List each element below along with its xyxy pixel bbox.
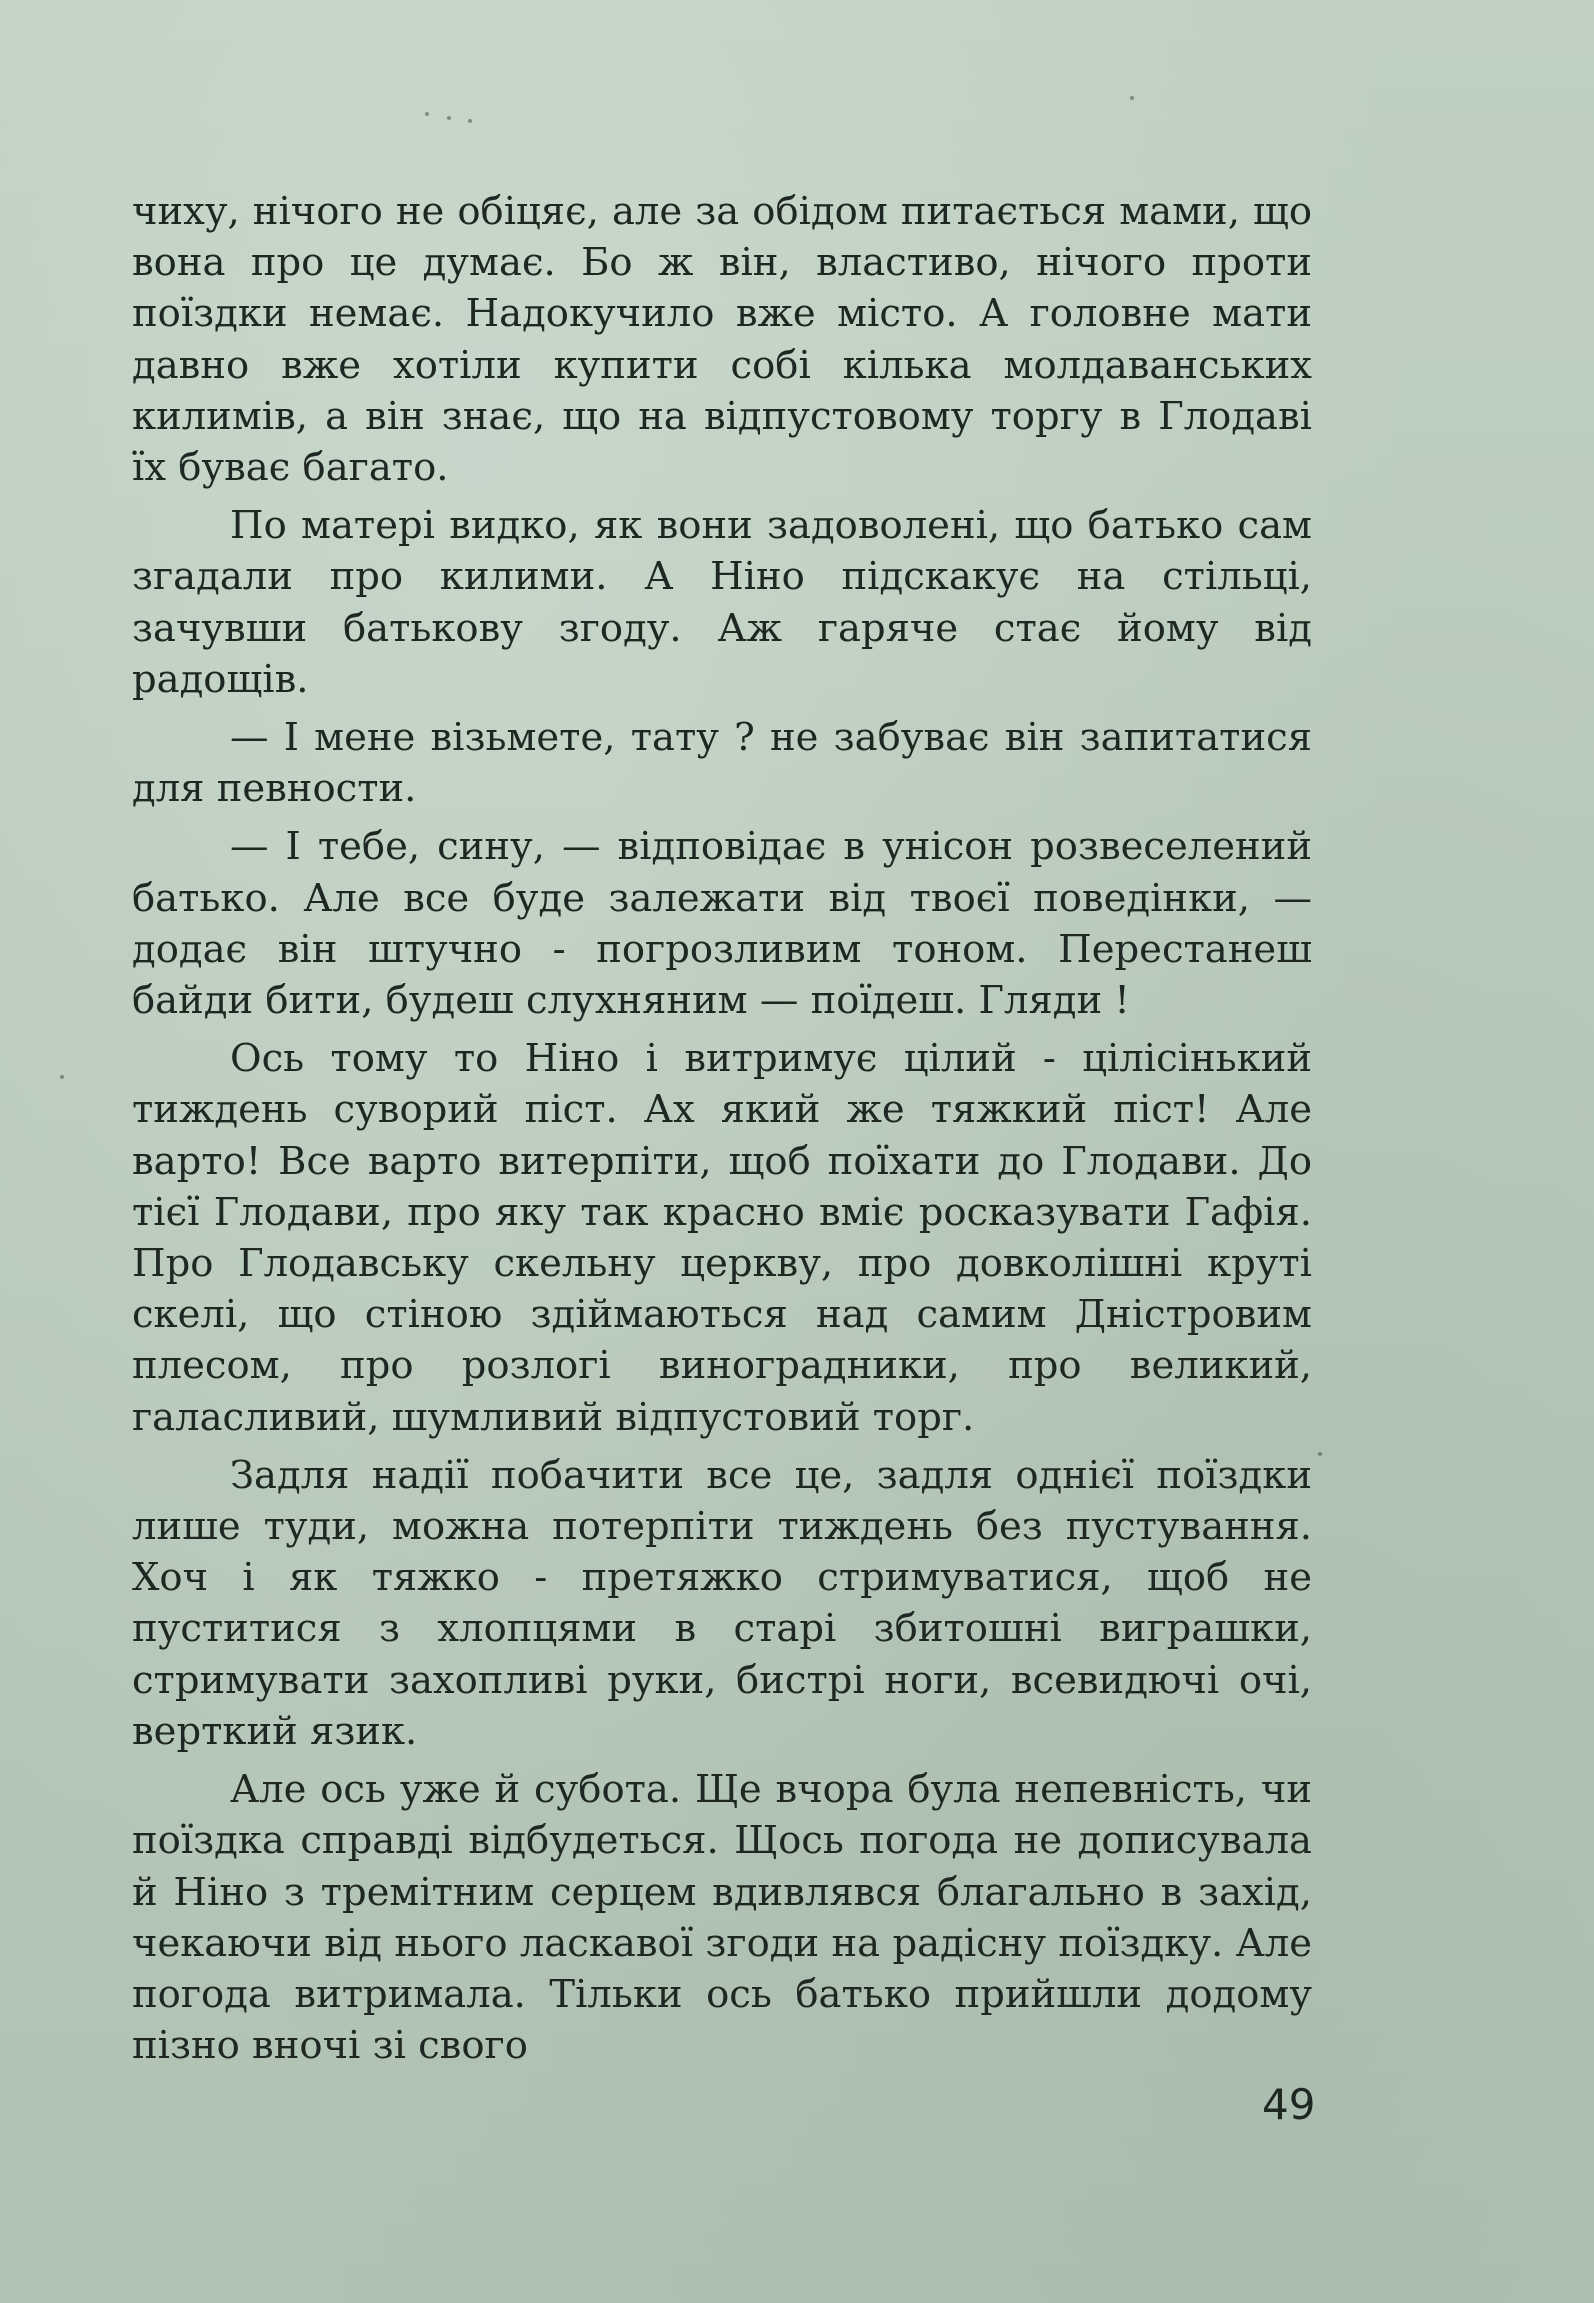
page-number: 49 [1262,2080,1316,2129]
paragraph: Задля надії побачити все це, задля однієї поїздки лише туди, можна потерпіти тиждень без пустування. Хоч і як тяжко - претяжко стримуватися, щоб не пуститися з хлопцями в старі збитошні виграшки, стримувати захопливі руки, бистрі ноги, всевидючі очі, верткий язик. [132,1452,1312,1754]
ink-speck [447,116,451,120]
paragraph: Ось тому то Ніно і витримує цілий - цілісінький тиждень суворий піст. Ах який же тяжкий піст! Але варто! Все варто витерпіти, щоб поїхати до Глодави. До тієї Глодави, про яку так красно вміє росказувати Гафія. Про Глодавську скельну церкву, про довколішні круті скелі, що стіною здіймаються над самим Дністровим плесом, про розлогі виноградники, про великий, галасливий, шумливий відпустовий торг. [132,1036,1312,1440]
ink-speck [468,119,472,123]
paragraph: По матері видко, як вони задоволені, що батько сам згадали про килими. А Ніно підскакує на стільці, зачувши батькову згоду. Аж гаряче стає йому від радощів. [132,503,1312,702]
paragraph: — І мене візьмете, тату ? не забуває він запитатися для певности. [132,715,1312,812]
body-text [132,186,1312,2078]
ink-speck [1130,96,1134,100]
ink-speck [1318,1452,1322,1456]
ink-speck [425,112,429,116]
paragraph: чиху, нічого не обіцяє, але за обідом питається мами, що вона про це думає. Бо ж він, властиво, нічого проти поїздки немає. Надокучило вже місто. А головне мати давно вже хотіли купити собі кілька молдаванських килимів, а він знає, що на відпустовому торгу в Глодаві їх буває багато. [132,189,1312,491]
paragraph: Але ось уже й субота. Ще вчора була непевність, чи поїздка справді відбудеться. Щось погода не дописувала й Ніно з тремітним серцем вдивлявся благально в захід, чекаючи від нього ласкавої згоди на радісну поїздку. Але погода витримала. Тільки ось батько прийшли додому пізно вночі зі свого [132,1767,1312,2069]
ink-speck [60,1075,64,1079]
paragraph: — І тебе, сину, — відповідає в унісон розвеселений батько. Але все буде залежати від твоєї поведінки, — додає він штучно - погрозливим тоном. Перестанеш байди бити, будеш слухняним — поїдеш. Гляди ! [132,824,1312,1024]
